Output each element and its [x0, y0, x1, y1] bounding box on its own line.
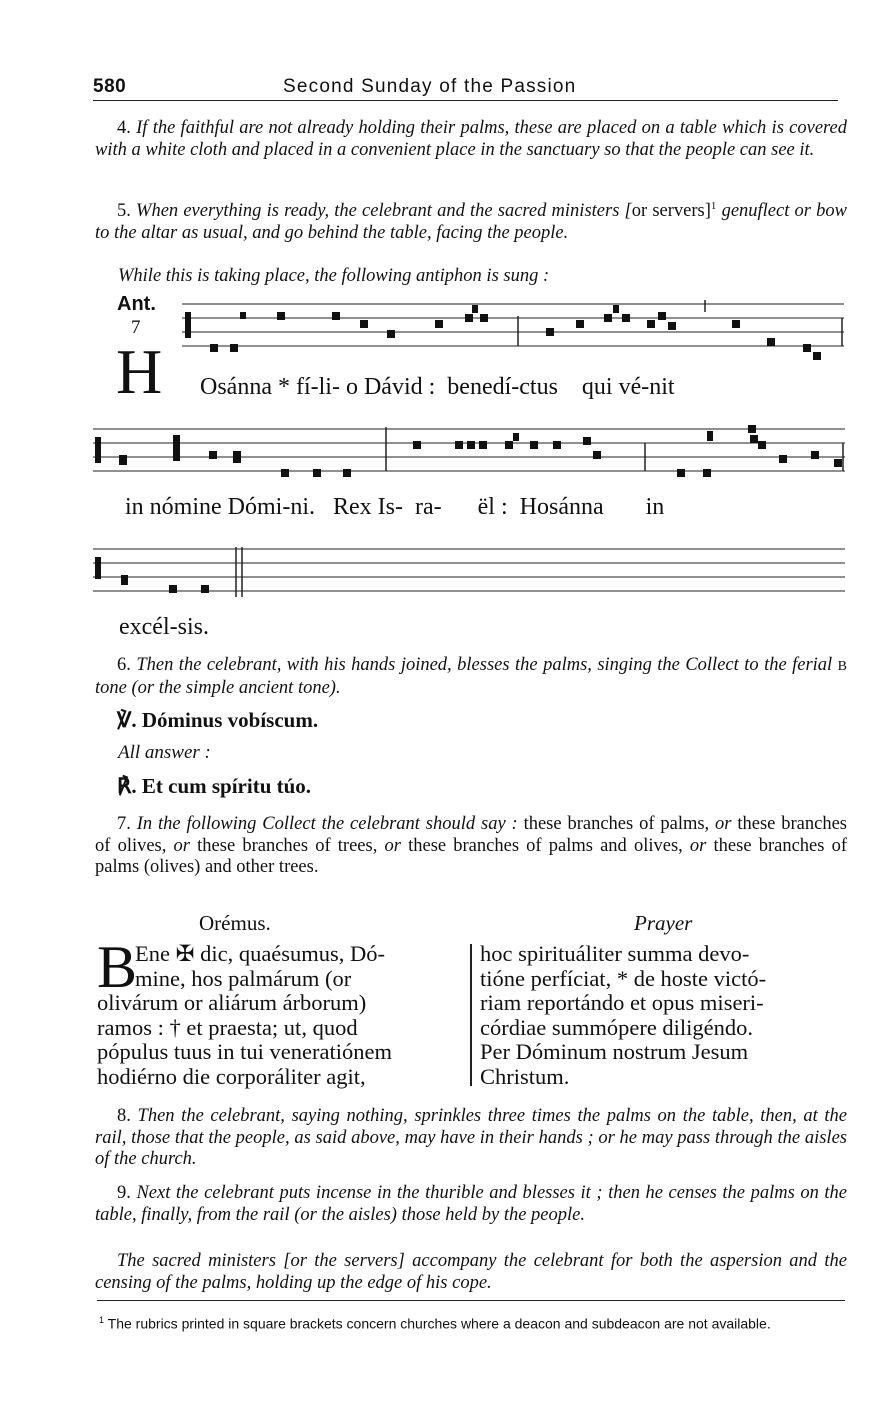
- collect-left: Ene ✠ dic, quaésumus, Dó- mine, hos palmárum (or olivárum or aliárum árborum) ramos : † et praesta; ut, quod pópulus tuus in tui veneratiónem hodiérno die corporáliter agit,: [97, 941, 392, 1089]
- prayer-heading: Prayer: [634, 911, 693, 935]
- page-title: Second Sunday of the Passion: [283, 76, 577, 97]
- versicle-symbol: ℣.: [117, 708, 137, 732]
- rubric-7: 7. In the following Collect the celebrant should say : these branches of palms, or these branches of olives, or these branches of trees, or these branches of palms and olives, or these branches of palms (olives) and other trees.: [95, 814, 848, 877]
- rubric-number: 6.: [117, 655, 131, 675]
- rubric-text: Then the celebrant, with his hands joined, blesses the palms, singing the Collect to the ferial: [136, 655, 838, 675]
- antiphon-label: Ant.: [117, 293, 156, 315]
- chant-staff-1: [182, 300, 847, 364]
- tone-letter: B: [837, 659, 847, 674]
- rubric-text: When everything is ready, the celebrant and the sacred ministers [: [136, 201, 632, 222]
- rubric-6: [95, 655, 847, 699]
- rubric-9: 9. Next the celebrant puts incense in the thurible and blesses it ; then he censes the palms on the table, finally, from the rail (or the aisles) those held by the people.: [95, 1183, 847, 1225]
- rubric-or: or: [631, 201, 648, 222]
- chant-initial: H: [116, 336, 163, 407]
- rubric-8: 8. Then the celebrant, saying nothing, sprinkles three times the palms on the table, then, at the rail, those that the people, as said above, may have in their hands ; or he may pass through the aisles of the church.: [95, 1106, 847, 1169]
- collect-right: hoc spirituáliter summa devo- tióne perfíciat, * de hoste victó- riam reportándo et opus miseri- córdiae summópere diligéndo. Per Dóminum nostrum Jesum Christum.: [480, 941, 767, 1089]
- rubric-text: While this is taking place, the following antiphon is sung :: [118, 266, 550, 286]
- chant-staff-2: [93, 425, 848, 485]
- chant-staff-3: [93, 545, 848, 605]
- lyric-line-1: Osánna * fí-li- o Dávid : benedí-ctus qui vé-nit: [200, 374, 675, 400]
- response: ℟. Et cum spíritu túo.: [117, 774, 312, 798]
- oremus-heading: Orémus.: [199, 911, 271, 935]
- rubric-9-cont: The sacred ministers [or the servers] accompany the celebrant for both the aspersion and the censing of the palms, holding up the edge of his cope.: [95, 1251, 847, 1293]
- rubric-text: tone (or the simple ancient tone).: [95, 677, 341, 698]
- rubric-number: 5.: [117, 201, 131, 222]
- drop-cap: B: [97, 934, 138, 1000]
- rubric-text: genuflect or bow to the altar as usual, and go behind the table, facing the people.: [95, 201, 847, 243]
- footnote: $^1$ The rubrics printed in square brackets concern churches where a deacon and subdeacon are not available.: [99, 1315, 771, 1332]
- running-head: [93, 74, 838, 101]
- footnote-ref: 1: [710, 200, 717, 212]
- rubric-5-cont: [118, 266, 847, 288]
- rubric-number: 4.: [117, 118, 131, 138]
- rubric-5: [95, 196, 847, 244]
- column-divider: [470, 944, 472, 1086]
- lyric-line-2: in nómine Dómi-ni. Rex Is- ra- ël : Hosánna in: [125, 494, 665, 520]
- rubric-4: [95, 118, 847, 161]
- response-symbol: ℟.: [117, 774, 137, 798]
- page-number: 580: [93, 76, 127, 97]
- rubric-text: servers]: [647, 201, 711, 222]
- rubric-text: If the faithful are not already holding their palms, these are placed on a table which is covered with a white cloth and placed in a convenient place in the sanctuary so that the people can see it.: [95, 118, 848, 160]
- lyric-line-3: excél-sis.: [119, 614, 209, 640]
- all-answer: All answer :: [118, 742, 211, 763]
- antiphon-mode: 7: [131, 317, 141, 338]
- versicle: ℣. Dóminus vobíscum.: [117, 708, 319, 732]
- footnote-rule: [97, 1300, 845, 1301]
